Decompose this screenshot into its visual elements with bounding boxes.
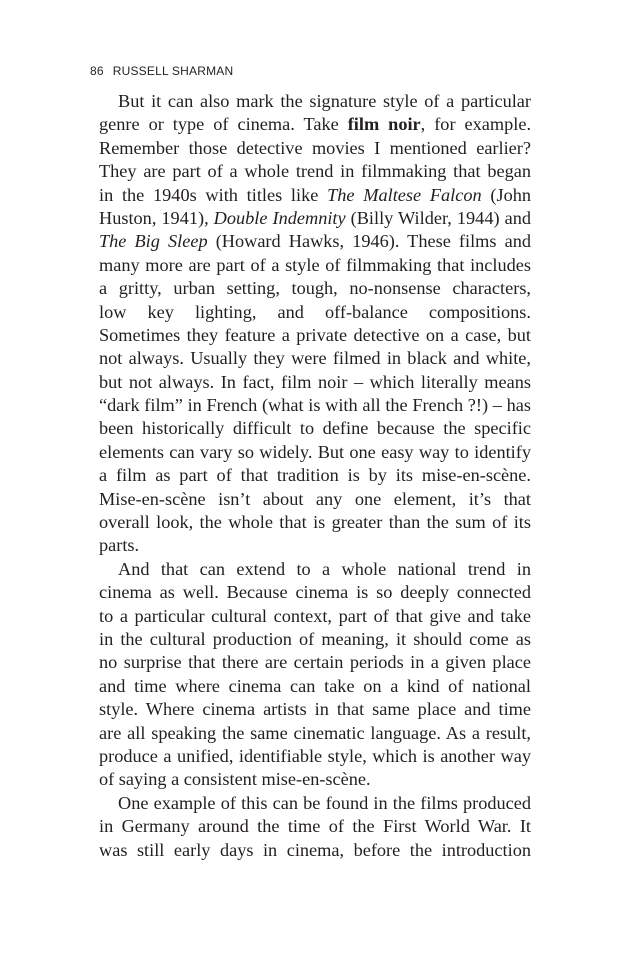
text-line: in the 1940s with titles like The Maltese Falcon (John (99, 184, 531, 205)
text-line: parts. (99, 535, 140, 556)
text-line: cinema as well. Because cinema is so deeply connected (99, 582, 531, 603)
text-line: elements can vary so widely. But one easy way to identify (99, 441, 531, 462)
text-line: But it can also mark the signature style of a particular (118, 91, 531, 111)
running-head-author: RUSSELL SHARMAN (112, 64, 234, 78)
text-line: of saying a consistent mise-en-scène. (99, 769, 371, 790)
text-line: Remember those detective movies I mentioned earlier? (99, 137, 531, 158)
text-line: but not always. In fact, film noir – which literally means (99, 371, 531, 392)
text-line: overall look, the whole that is greater than the sum of its (99, 512, 531, 533)
text-line: “dark film” in French (what is with all the French ?!) – has (99, 395, 531, 416)
text-line: Mise-en-scène isn’t about any one element, it’s that (99, 488, 531, 509)
body-text (99, 90, 531, 862)
film-title: The Big Sleep (99, 231, 208, 252)
text-line: no surprise that there are certain periods in a given place (99, 652, 531, 673)
text-line: Huston, 1941), Double Indemnity (Billy Wilder, 1944) and (99, 207, 531, 228)
film-title: Double Indemnity (213, 207, 346, 228)
text-line: a gritty, urban setting, tough, no-nonsense characters, (99, 278, 531, 299)
text-line: are all speaking the same cinematic language. As a result, (99, 722, 531, 743)
page-number: 86 (90, 64, 104, 78)
text-line: been historically difficult to define because the specific (99, 418, 531, 439)
text-line: They are part of a whole trend in filmmaking that began (99, 161, 531, 182)
text-line: and time where cinema can take on a kind of national (99, 675, 531, 696)
text-line: many more are part of a style of filmmaking that includes (99, 254, 531, 275)
text-line: in the cultural production of meaning, it should come as (99, 628, 531, 649)
text-line: style. Where cinema artists in that same place and time (99, 699, 531, 720)
text-line: The Big Sleep (Howard Hawks, 1946). These films and (99, 231, 531, 252)
text-line: Sometimes they feature a private detective on a case, but (99, 324, 531, 345)
text-line: not always. Usually they were filmed in black and white, (99, 348, 531, 369)
running-head (90, 64, 233, 78)
text-line: was still early days in cinema, before the introduction (99, 839, 531, 860)
text-line: a film as part of that tradition is by its mise-en-scène. (99, 465, 531, 486)
text-line: low key lighting, and off-balance compositions. (99, 301, 531, 322)
bold-term: film noir (347, 114, 421, 135)
text-line: One example of this can be found in the films produced (118, 792, 531, 813)
text-line: to a particular cultural context, part of that give and take (99, 605, 531, 626)
text-line: in Germany around the time of the First World War. It (99, 816, 531, 837)
text-line: And that can extend to a whole national trend in (118, 558, 531, 579)
film-title: The Maltese Falcon (327, 184, 482, 205)
text-line: genre or type of cinema. Take film noir, for example. (99, 114, 532, 135)
text-line: produce a unified, identifiable style, which is another way (99, 745, 531, 766)
